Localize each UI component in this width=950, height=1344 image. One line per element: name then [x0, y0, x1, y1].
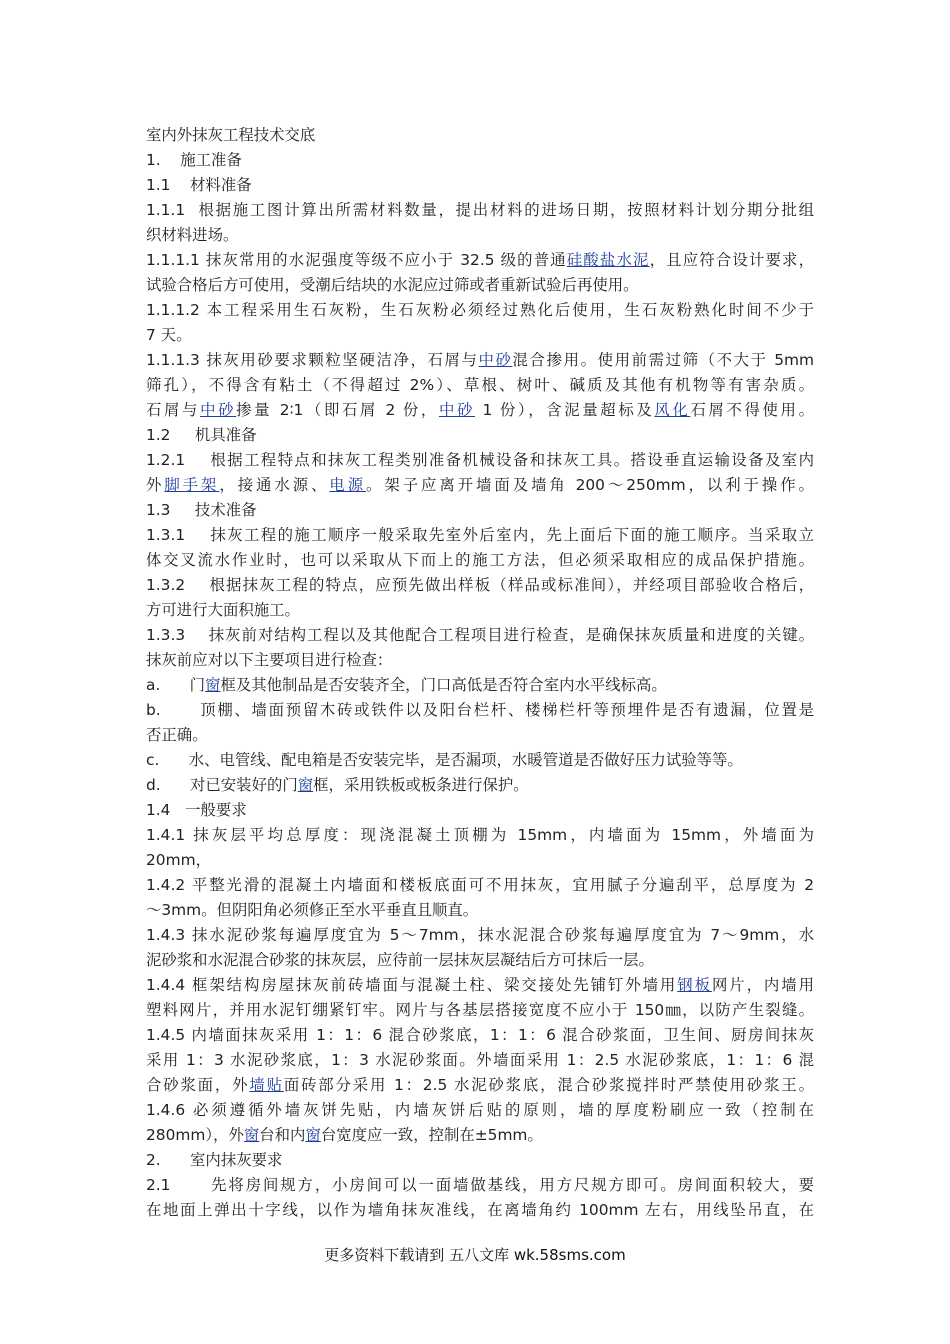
hyperlink[interactable]: 中砂 — [200, 401, 237, 419]
text-line — [146, 1098, 814, 1123]
text-run: 台宽度应一致，控制在±5mm。 — [320, 1126, 543, 1144]
text-line — [146, 1123, 814, 1148]
text-line — [146, 648, 814, 673]
hyperlink[interactable]: 硅酸盐水泥 — [566, 251, 650, 269]
text-run: 1.4.2 平整光滑的混凝土内墙面和楼板底面可不用抹灰，宜用腻子分遍刮平，总厚度为 2 — [146, 876, 814, 894]
text-run: ，且应符合设计要求， — [649, 251, 814, 269]
text-run: 1.4.6 必须遵循外墙灰饼先贴，内墙灰饼后贴的原则，墙的厚度粉刷应一致（控制在 — [146, 1101, 814, 1119]
text-line — [146, 798, 814, 823]
text-run: a. 门 — [146, 676, 206, 694]
text-run: 石屑与 — [146, 401, 201, 419]
text-run: 1.3.2 根据抹灰工程的特点，应预先做出样板（样品或标准间），并经项目部验收合格后， — [146, 576, 814, 594]
text-line — [146, 698, 814, 723]
text-run: 在地面上弹出十字线，以作为墙角抹灰准线，在离墙角约 100mm 左右，用线坠吊直，在 — [146, 1201, 814, 1219]
text-run: 否正确。 — [146, 726, 208, 744]
text-line — [146, 1023, 814, 1048]
text-line — [146, 873, 814, 898]
hyperlink[interactable]: 墙贴 — [249, 1076, 284, 1094]
text-run: 石屑不得使用。 — [690, 401, 814, 419]
text-line — [146, 298, 814, 323]
text-line — [146, 373, 814, 398]
text-line — [146, 723, 814, 748]
hyperlink[interactable]: 风化 — [654, 401, 691, 419]
text-line — [146, 848, 814, 873]
text-run: 泥砂浆和水泥混合砂浆的抹灰层，应待前一层抹灰层凝结后方可抹后一层。 — [146, 951, 654, 969]
text-run: 筛孔），不得含有粘土（不得超过 2%）、草根、树叶、碱质及其他有机物等有害杂质。 — [146, 376, 814, 394]
text-run: 1.3.1 抹灰工程的施工顺序一般采取先室外后室内，先上面后下面的施工顺序。当采取立 — [146, 526, 814, 544]
text-run: 2. 室内抹灰要求 — [146, 1151, 283, 1169]
text-run: 280mm），外 — [146, 1126, 244, 1144]
text-run: 7 天。 — [146, 326, 192, 344]
text-run: 2.1 先将房间规方，小房间可以一面墙做基线，用方尺规方即可。房间面积较大，要 — [146, 1176, 814, 1194]
text-run: 方可进行大面积施工。 — [146, 601, 300, 619]
text-run: 织材料进场。 — [146, 226, 239, 244]
text-run: b. 顶棚、墙面预留木砖或铁件以及阳台栏杆、楼梯栏杆等预埋件是否有遗漏，位置是 — [146, 701, 814, 719]
text-run: 1. 施工准备 — [146, 151, 242, 169]
text-line — [146, 573, 814, 598]
text-run: 1.4.5 内墙面抹灰采用 1：1：6 混合砂浆底，1：1：6 混合砂浆面，卫生间、厨房间抹灰 — [146, 1026, 814, 1044]
text-line — [146, 173, 814, 198]
text-line — [146, 398, 814, 423]
hyperlink[interactable]: 脚手架 — [164, 476, 220, 494]
text-run: 1.4.1 抹灰层平均总厚度：现浇混凝土顶棚为 15mm，内墙面为 15mm，外墙面为 — [146, 826, 814, 844]
text-run: ，接通水源、 — [219, 476, 330, 494]
text-line — [146, 973, 814, 998]
hyperlink[interactable]: 中砂 — [438, 401, 475, 419]
text-run: 网片，内墙用 — [711, 976, 814, 994]
text-line — [146, 898, 814, 923]
text-line — [146, 623, 814, 648]
text-line — [146, 1073, 814, 1098]
text-run: 室内外抹灰工程技术交底 — [146, 126, 316, 144]
text-line — [146, 1048, 814, 1073]
text-run: 合砂浆面，外 — [146, 1076, 250, 1094]
text-run: 1.4 一般要求 — [146, 801, 247, 819]
text-run: 1.2 机具准备 — [146, 426, 257, 444]
text-run: 1.4.3 抹水泥砂浆每遍厚度宜为 5～7mm，抹水泥混合砂浆每遍厚度宜为 7～9mm，水 — [146, 926, 814, 944]
text-line — [146, 1148, 814, 1173]
text-line — [146, 223, 814, 248]
hyperlink[interactable]: 窗 — [243, 1126, 260, 1144]
text-line — [146, 148, 814, 173]
text-line — [146, 948, 814, 973]
text-run: 塑料网片，并用水泥钉绷紧钉牢。网片与各基层搭接宽度不应小于 150㎜，以防产生裂缝。 — [146, 1001, 814, 1019]
text-line — [146, 448, 814, 473]
text-run: 1 份），含泥量超标及 — [475, 401, 655, 419]
page-footer: 更多资料下载请到 五八文库 wk.58sms.com — [324, 1246, 626, 1264]
text-line — [146, 923, 814, 948]
hyperlink[interactable]: 窗 — [305, 1126, 321, 1144]
text-run: c. 水、电管线、配电箱是否安装完毕，是否漏项，水暖管道是否做好压力试验等等。 — [146, 751, 743, 769]
text-line — [146, 473, 814, 498]
text-run: 试验合格后方可使用，受潮后结块的水泥应过筛或者重新试验后再使用。 — [146, 276, 639, 294]
text-line — [146, 198, 814, 223]
text-run: 1.3.3 抹灰前对结构工程以及其他配合工程项目进行检查，是确保抹灰质量和进度的关键。 — [146, 626, 814, 644]
text-line — [146, 998, 814, 1023]
text-run: 掺量 2∶1（即石屑 2 份， — [236, 401, 439, 419]
hyperlink[interactable]: 窗 — [205, 676, 221, 694]
hyperlink[interactable]: 电源 — [329, 476, 367, 494]
text-line — [146, 1198, 814, 1223]
text-run: 台和内 — [259, 1126, 306, 1144]
text-run: 1.1.1.3 抹灰用砂要求颗粒坚硬洁净，石屑与 — [146, 351, 479, 369]
hyperlink[interactable]: 钢板 — [677, 976, 712, 994]
text-run: 1.2.1 根据工程特点和抹灰工程类别准备机械设备和抹灰工具。搭设垂直运输设备及室内 — [146, 451, 814, 469]
text-line — [146, 598, 814, 623]
text-line — [146, 1173, 814, 1198]
text-run: 采用 1：3 水泥砂浆底，1：3 水泥砂浆面。外墙面采用 1：2.5 水泥砂浆底，1：1：6 混 — [146, 1051, 814, 1069]
text-line — [146, 673, 814, 698]
text-line — [146, 498, 814, 523]
hyperlink[interactable]: 窗 — [297, 776, 314, 794]
text-run: 1.1.1.1 抹灰常用的水泥强度等级不应小于 32.5 级的普通 — [146, 251, 567, 269]
text-run: 1.4.4 框架结构房屋抹灰前砖墙面与混凝土柱、梁交接处先铺钉外墙用 — [146, 976, 678, 994]
text-run: 框，采用铁板或板条进行保护。 — [313, 776, 529, 794]
text-run: 1.1 材料准备 — [146, 176, 252, 194]
text-run: 框及其他制品是否安装齐全，门口高低是否符合室内水平线标高。 — [220, 676, 667, 694]
document-body — [146, 123, 814, 1223]
text-run: d. 对已安装好的门 — [146, 776, 298, 794]
text-run: 1.3 技术准备 — [146, 501, 257, 519]
text-line — [146, 273, 814, 298]
text-run: 20mm， — [146, 851, 211, 869]
hyperlink[interactable]: 中砂 — [478, 351, 513, 369]
text-line — [146, 348, 814, 373]
text-line — [146, 823, 814, 848]
text-run: ～3mm。但阴阳角必须修正至水平垂直且顺直。 — [146, 901, 479, 919]
text-line — [146, 523, 814, 548]
text-run: 体交叉流水作业时，也可以采取从下而上的施工方法，但必须采取相应的成品保护措施。 — [146, 551, 814, 569]
text-run: 。架子应离开墙面及墙角 200～250mm，以利于操作。 — [366, 476, 814, 494]
text-run: 1.1.1 根据施工图计算出所需材料数量，提出材料的进场日期，按照材料计划分期分批组 — [146, 201, 814, 219]
text-line — [146, 248, 814, 273]
text-run: 1.1.1.2 本工程采用生石灰粉，生石灰粉必须经过熟化后使用，生石灰粉熟化时间不少于 — [146, 301, 814, 319]
text-line — [146, 123, 814, 148]
text-line — [146, 323, 814, 348]
text-run: 抹灰前应对以下主要项目进行检查： — [146, 651, 393, 669]
text-run: 外 — [146, 476, 165, 494]
text-line — [146, 773, 814, 798]
text-run: 混合掺用。使用前需过筛（不大于 5mm — [512, 351, 814, 369]
text-line — [146, 548, 814, 573]
text-line — [146, 748, 814, 773]
text-line — [146, 423, 814, 448]
text-run: 面砖部分采用 1：2.5 水泥砂浆底，混合砂浆搅拌时严禁使用砂浆王。 — [283, 1076, 814, 1094]
